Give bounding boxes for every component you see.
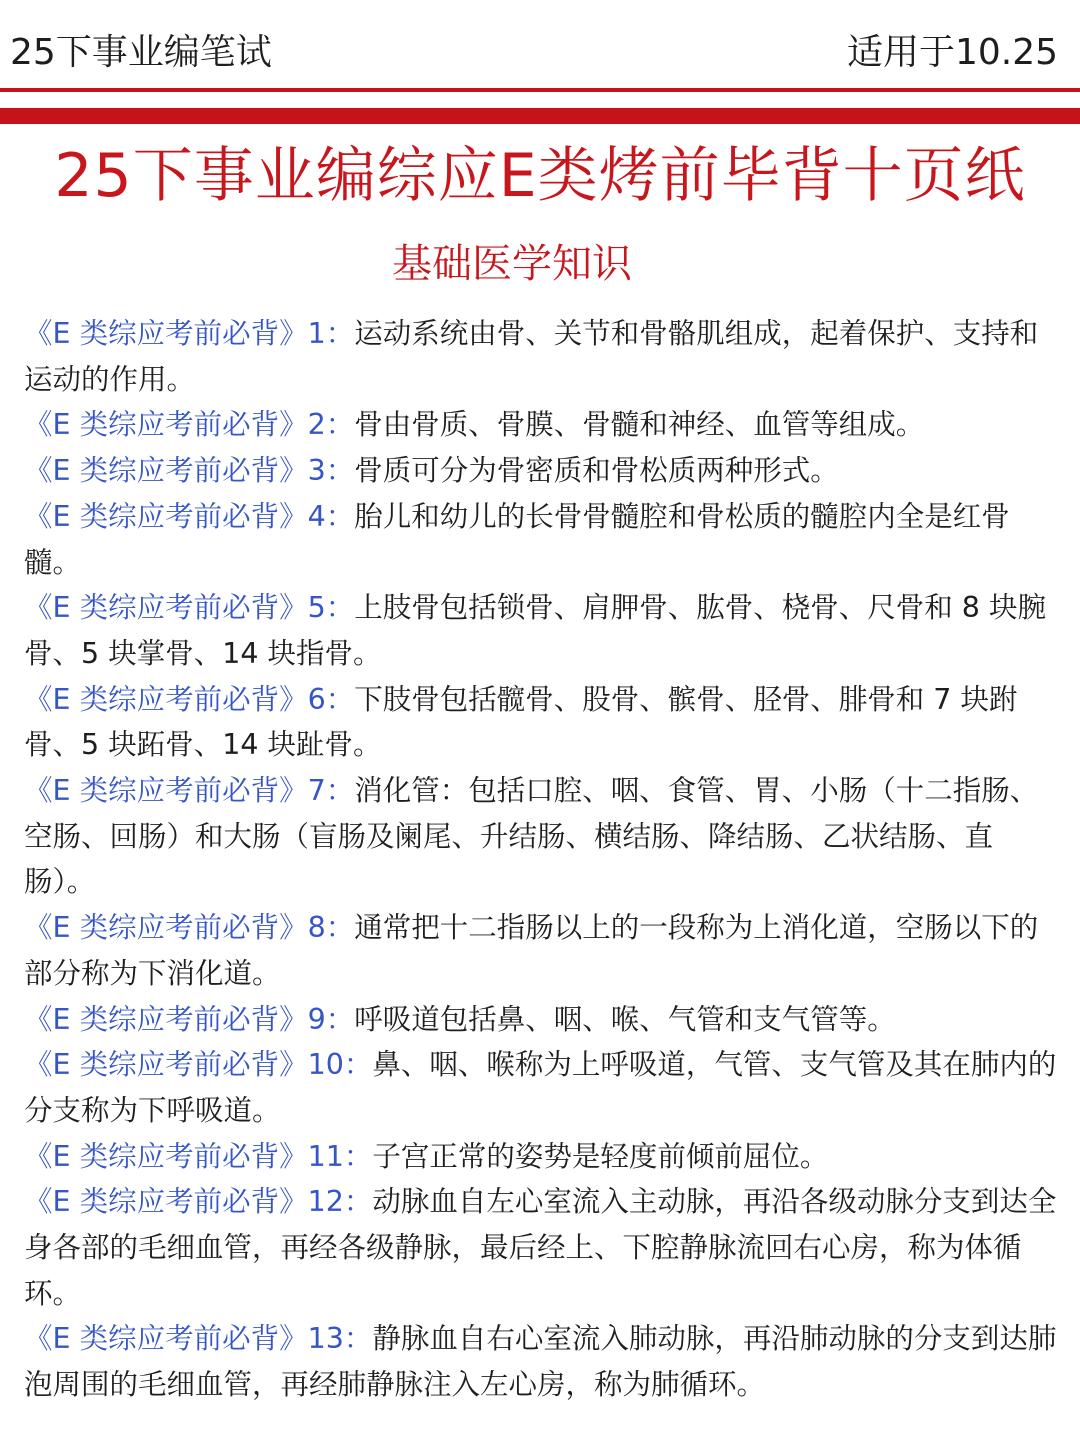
list-item	[24, 1042, 1060, 1133]
item-prefix: 《E 类综应考前必背》1：	[24, 317, 355, 350]
item-text: 胎儿和幼儿的长骨骨髓腔和骨松质的髓腔内全是红骨髓。	[24, 499, 1010, 579]
item-prefix: 《E 类综应考前必背》11：	[24, 1139, 373, 1173]
list-item	[24, 1179, 1060, 1316]
list-item	[24, 448, 1060, 494]
item-prefix: 《E 类综应考前必背》6：	[24, 682, 355, 716]
section-subtitle: 基础医学知识	[392, 241, 632, 287]
page-header	[0, 0, 1080, 88]
item-text: 消化管：包括口腔、咽、食管、胃、小肠（十二指肠、空肠、回肠）和大肠（盲肠及阑尾、升结肠、横结肠、降结肠、乙状结肠、直肠）。	[24, 774, 1039, 899]
header-right-label: 适用于10.25	[846, 32, 1058, 73]
header-divider-thick	[0, 108, 1080, 124]
item-text: 骨质可分为骨密质和骨松质两种形式。	[354, 454, 839, 488]
list-item	[24, 677, 1060, 768]
item-prefix: 《E 类综应考前必背》8：	[24, 911, 355, 945]
item-prefix: 《E 类综应考前必背》12：	[24, 1185, 373, 1219]
item-prefix: 《E 类综应考前必背》3：	[24, 454, 355, 488]
item-prefix: 《E 类综应考前必背》13：	[24, 1322, 373, 1356]
list-item	[24, 494, 1060, 585]
list-item	[24, 311, 1060, 402]
item-text: 子宫正常的姿势是轻度前倾前屈位。	[372, 1139, 829, 1173]
item-text: 骨由骨质、骨膜、骨髓和神经、血管等组成。	[354, 408, 925, 442]
item-text: 通常把十二指肠以上的一段称为上消化道，空肠以下的部分称为下消化道。	[24, 911, 1039, 990]
item-prefix: 《E 类综应考前必背》4：	[24, 499, 355, 533]
header-left-label: 25下事业编笔试	[10, 32, 272, 73]
list-item	[24, 768, 1060, 905]
list-item	[24, 1316, 1060, 1407]
list-item	[24, 905, 1060, 996]
list-item	[24, 585, 1060, 676]
item-prefix: 《E 类综应考前必背》7：	[24, 774, 355, 808]
item-text: 静脉血自右心室流入肺动脉，再沿肺动脉的分支到达肺泡周围的毛细血管，再经肺静脉注入左心房，称为肺循环。	[24, 1322, 1057, 1402]
item-text: 鼻、咽、喉称为上呼吸道，气管、支气管及其在肺内的分支称为下呼吸道。	[24, 1048, 1057, 1127]
list-item	[24, 997, 1060, 1043]
item-text: 呼吸道包括鼻、咽、喉、气管和支气管等。	[354, 1002, 896, 1036]
item-text: 运动系统由骨、关节和骨骼肌组成，起着保护、支持和运动的作用。	[24, 317, 1039, 396]
item-prefix: 《E 类综应考前必背》10：	[24, 1048, 373, 1082]
header-divider-thin	[0, 88, 1080, 92]
list-item	[24, 1134, 1060, 1180]
item-text: 上肢骨包括锁骨、肩胛骨、肱骨、桡骨、尺骨和 8 块腕骨、5 块掌骨、14 块指骨。	[24, 591, 1046, 670]
item-prefix: 《E 类综应考前必背》2：	[24, 408, 355, 442]
item-prefix: 《E 类综应考前必背》5：	[24, 591, 355, 625]
page-title: 25下事业编综应E类烤前毕背十页纸	[54, 141, 1026, 211]
list-item	[24, 402, 1060, 448]
item-list	[24, 311, 1060, 1408]
item-text: 动脉血自左心室流入主动脉，再沿各级动脉分支到达全身各部的毛细血管，再经各级静脉，最后经上、下腔静脉流回右心房，称为体循环。	[24, 1185, 1057, 1310]
item-prefix: 《E 类综应考前必背》9：	[24, 1002, 355, 1036]
item-text: 下肢骨包括髋骨、股骨、髌骨、胫骨、腓骨和 7 块跗骨、5 块跖骨、14 块趾骨。	[24, 682, 1018, 762]
